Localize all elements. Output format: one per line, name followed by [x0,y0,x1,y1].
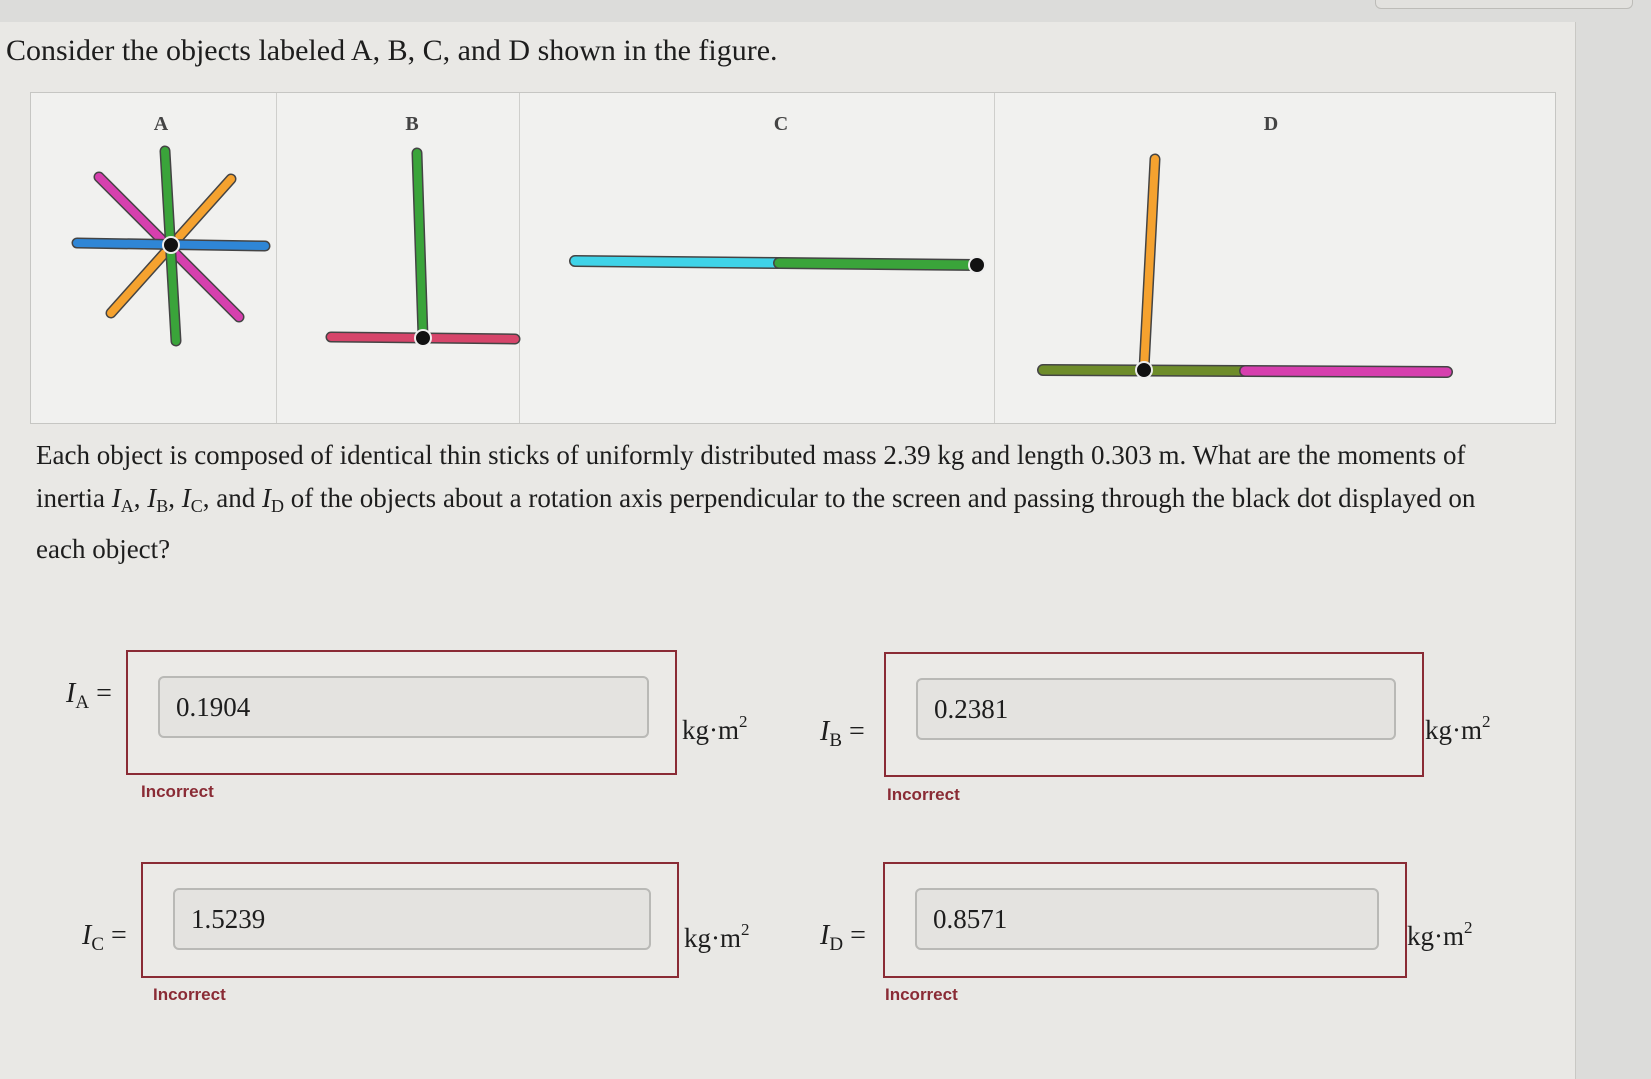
objects-figure [30,92,1556,424]
top-tab [1375,0,1633,9]
answer-a-status: Incorrect [141,782,214,801]
a-pivot-dot [163,237,179,253]
answer-d-label: $I_D$ = [820,920,866,955]
answer-c-input[interactable] [173,888,651,950]
answer-b-status: Incorrect [887,785,960,804]
question-text: Each object is composed of identical thin sticks of uniformly distributed mass 2.39 kg and length 0.303 m. What are the moments of inertia $I_A$, $I_B$, $I_C$, and $I_D$ of the objects about a rotation axis perpendicular to the screen and passing through the black dot displayed on each object? [36,440,1476,564]
label-b: B [405,113,419,135]
answer-c-status: Incorrect [153,985,226,1004]
answer-d-unit: $kg\cdot m^2$ [1407,918,1473,951]
c-pivot-dot [969,257,985,273]
label-c: C [773,113,789,135]
answer-b-label: $I_B$ = [820,716,865,751]
answer-c-box [141,862,679,978]
b-pivot-dot [415,330,431,346]
d-pivot-dot [1136,362,1152,378]
answer-b-unit: $kg\cdot m^2$ [1425,712,1491,745]
answer-d-box [883,862,1407,978]
answer-d-status: Incorrect [885,985,958,1004]
answer-c-label: $I_C$ = [82,920,127,955]
sticks-drawing [31,93,1555,423]
intro-text: Consider the objects labeled A, B, C, and D shown in the figure. [6,34,778,67]
answer-b-box [884,652,1424,777]
answer-a-label: $I_A$ = [66,678,112,713]
answer-a-unit: $kg\cdot m^2$ [682,712,748,745]
answer-d-input[interactable] [915,888,1379,950]
answer-a-box [126,650,677,775]
label-d: D [1263,113,1279,135]
answer-a-input[interactable] [158,676,649,738]
answer-b-input[interactable] [916,678,1396,740]
answer-c-unit: $kg\cdot m^2$ [684,920,750,953]
label-a: A [153,113,169,135]
